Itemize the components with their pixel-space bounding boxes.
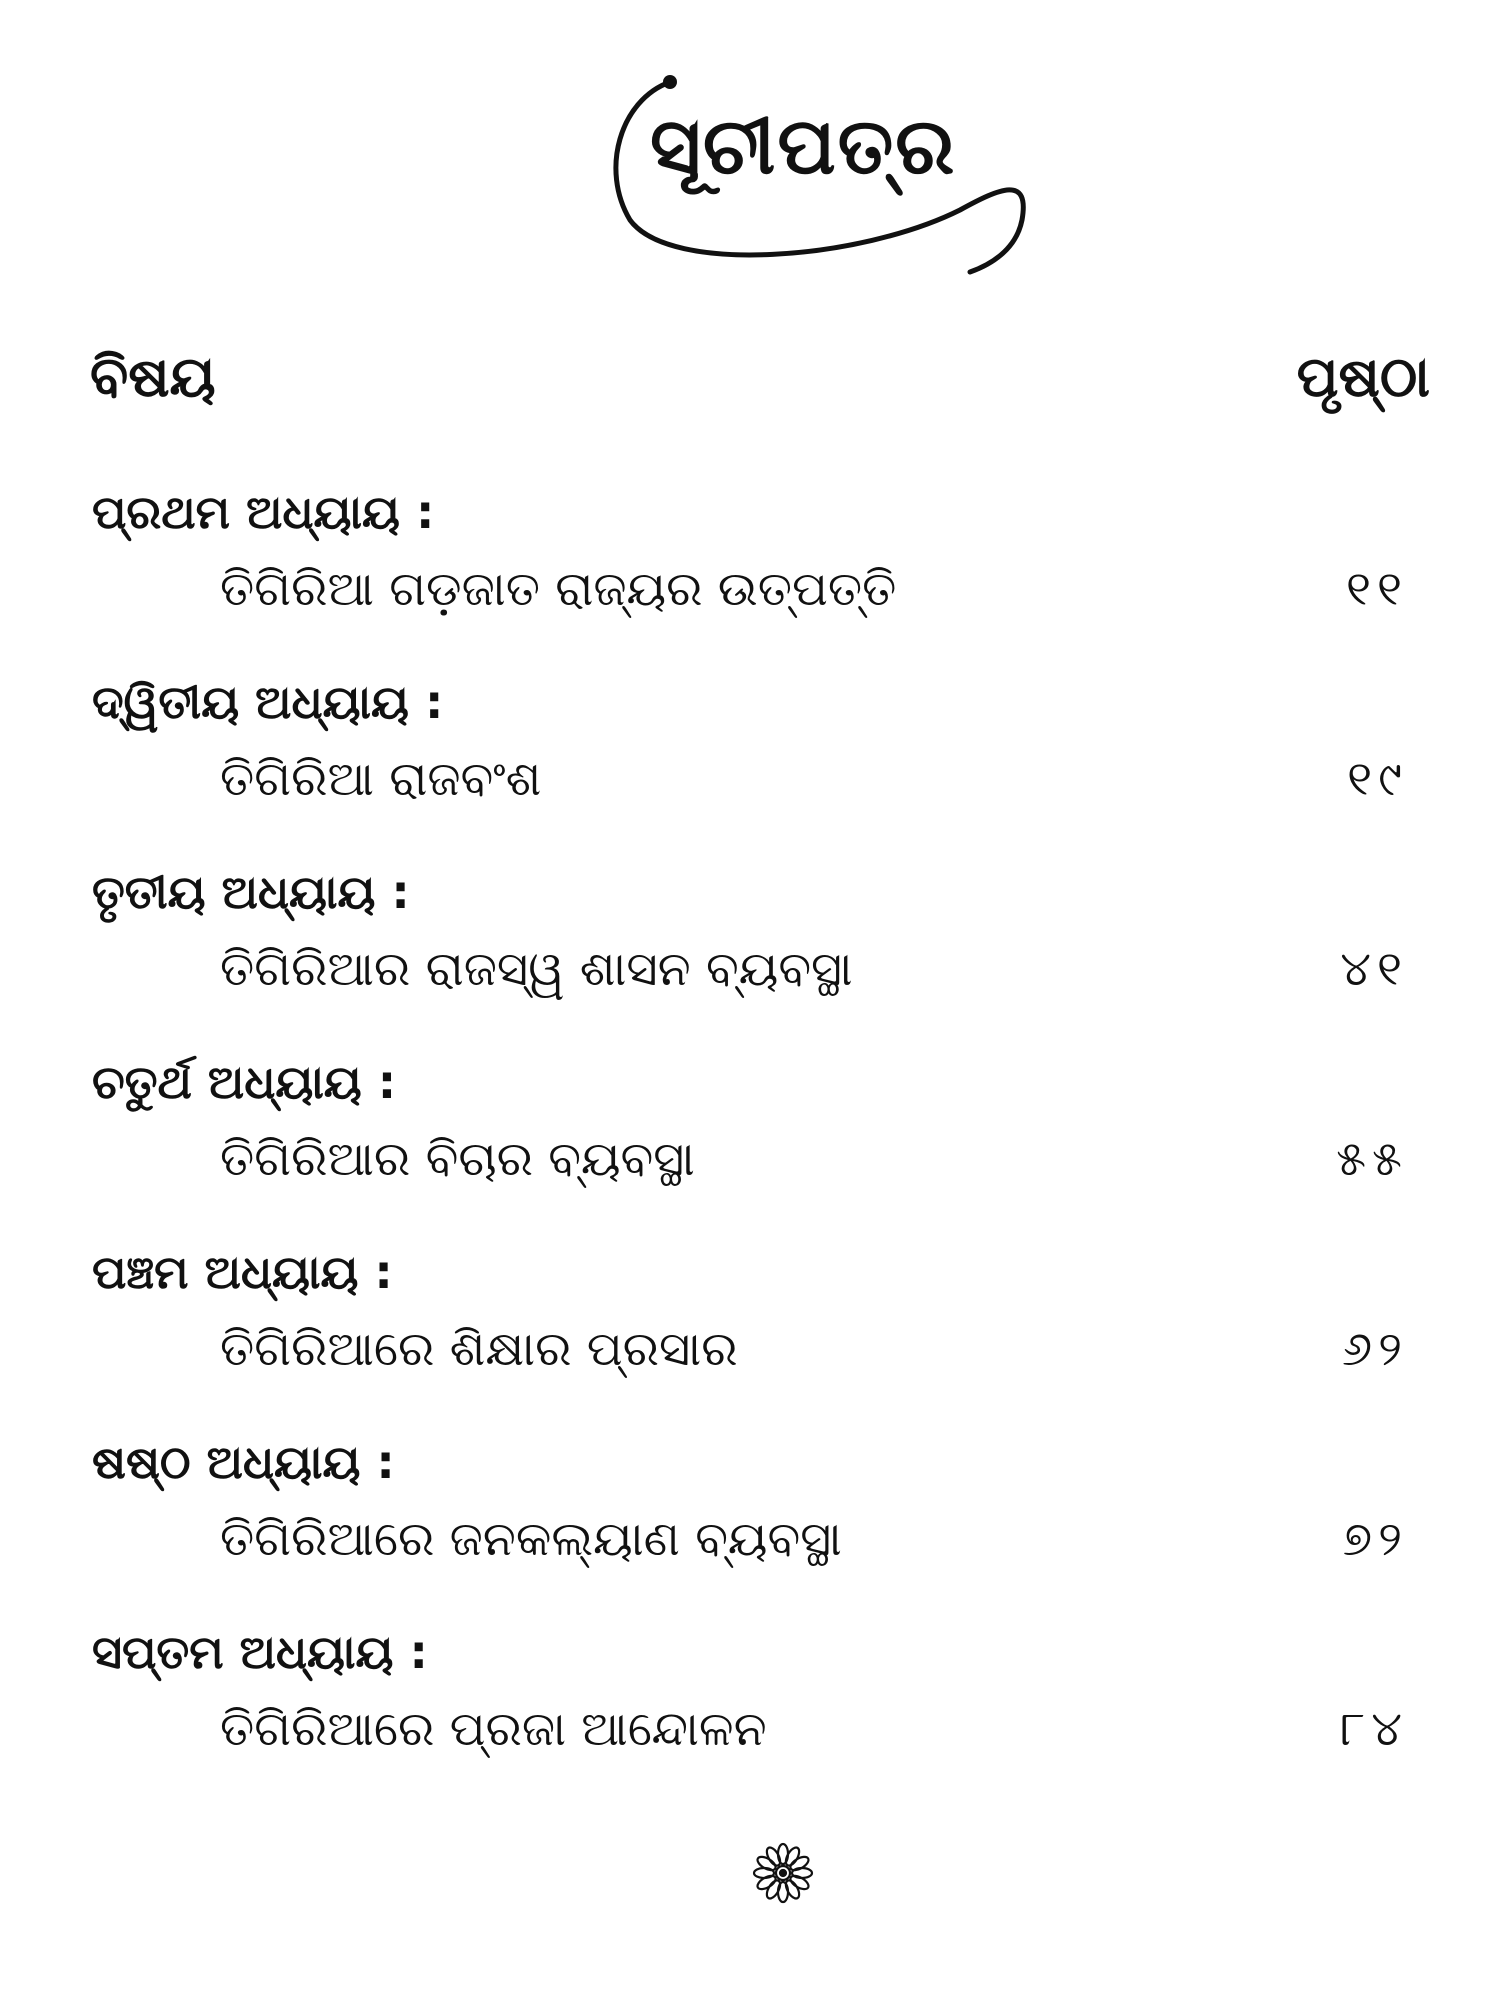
chapter-subtitle: ତିଗିରିଆରେ ଜନକଲ୍ୟାଣ ବ୍ୟବସ୍ଥା [220,1511,842,1567]
toc-entry[interactable] [0,1435,1500,1625]
chapter-subtitle: ତିଗିରିଆ ଗଡ଼ଜାତ ରାଜ୍ୟର ଉତ୍ପତ୍ତି [220,561,897,617]
toc-entry[interactable] [0,1625,1500,1815]
toc-entry[interactable] [0,865,1500,1055]
chapter-title: ଷଷ୍ଠ ଅଧ୍ୟାୟ : [92,1435,395,1489]
column-header-page: ପୃଷ୍ଠା [1296,345,1430,410]
toc-entry[interactable] [0,1055,1500,1245]
chapter-page-number: ୮୪ [1340,1701,1408,1757]
chapter-title: ସପ୍ତମ ଅଧ୍ୟାୟ : [92,1625,428,1679]
chapter-page-number: ୫୫ [1336,1131,1408,1187]
chapter-subtitle: ତିଗିରିଆରେ ଶିକ୍ଷାର ପ୍ରସାର [220,1321,738,1377]
toc-entry[interactable] [0,485,1500,675]
chapter-subtitle: ତିଗିରିଆର ବିଚାର ବ୍ୟବସ୍ଥା [220,1131,695,1187]
toc-entry[interactable] [0,1245,1500,1435]
chapter-title: ଚତୁର୍ଥ ଅଧ୍ୟାୟ : [92,1055,397,1109]
chapter-page-number: ୭୨ [1342,1511,1408,1567]
chapter-page-number: ୧୯ [1347,751,1408,807]
flower-ornament-icon [748,1838,818,1908]
chapter-title: ପ୍ରଥମ ଅଧ୍ୟାୟ : [92,485,435,539]
chapter-page-number: ୪୧ [1340,941,1408,997]
toc-entry[interactable] [0,675,1500,865]
chapter-subtitle: ତିଗିରିଆରେ ପ୍ରଜା ଆନ୍ଦୋଳନ [220,1701,767,1757]
chapter-subtitle: ତିଗିରିଆର ରାଜସ୍ୱ ଶାସନ ବ୍ୟବସ୍ଥା [220,941,853,997]
column-header-subject: ବିଷୟ [90,345,216,410]
chapter-page-number: ୬୨ [1341,1321,1408,1377]
chapter-title: ଦ୍ୱିତୀୟ ଅଧ୍ୟାୟ : [92,675,444,729]
chapter-page-number: ୧୧ [1345,561,1408,617]
title-block [560,60,1040,280]
chapter-title: ତୃତୀୟ ଅଧ୍ୟାୟ : [92,865,410,919]
chapter-title: ପଞ୍ଚମ ଅଧ୍ୟାୟ : [92,1245,393,1299]
chapter-subtitle: ତିଗିରିଆ ରାଜବଂଶ [220,751,542,807]
page-title: ସୂଚୀପତ୍ର [650,102,957,192]
